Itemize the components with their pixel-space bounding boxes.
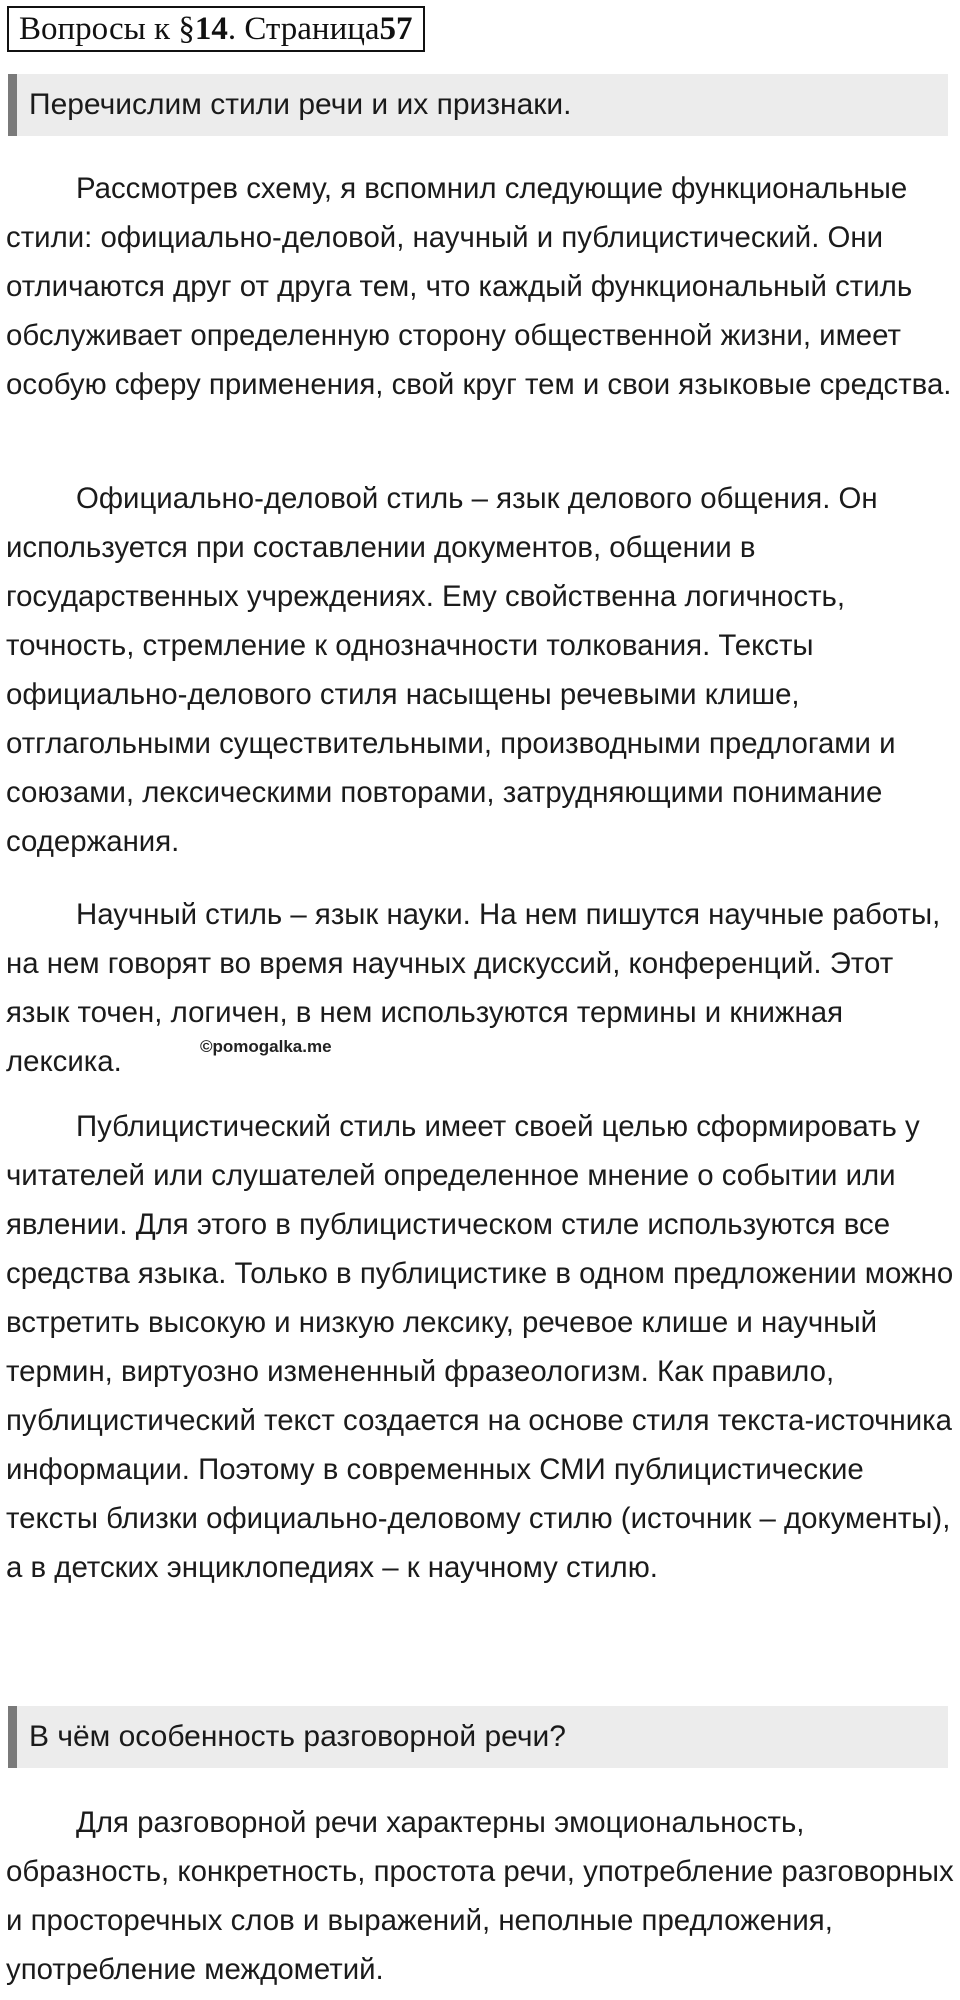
watermark: ©pomogalka.me [200, 1037, 332, 1056]
title-prefix: Вопросы к § [19, 10, 195, 47]
question-heading-1 [8, 74, 948, 136]
question-text: В чём особенность разговорной речи? [29, 1720, 566, 1753]
answer-paragraph-3: Научный стиль – язык науки. На нем пишутся научные работы, на нем говорят во время научных дискуссий, конференций. Этот язык точен, логичен, в нем используются термины и книжная лексика. [6, 898, 941, 1078]
answer-paragraph-4: Публицистический стиль имеет своей целью сформировать у читателей или слушателей определенное мнение о событии или явлении. Для этого в публицистическом стиле используются все средства языка. Только в публицистике в одном предложении можно встретить высокую и низкую лексику, речевое клише и научный термин, виртуозно измененный фразеологизм. Как правило, публицистический текст создается на основе стиля текста-источника информации. Поэтому в современных СМИ публицистические тексты близки официально-деловому стилю (источник – документы), а в детских энциклопедиях – к научному стилю. [6, 1110, 954, 1584]
answer-paragraph-2: Официально-деловой стиль – язык делового общения. Он используется при составлении документов, общении в государственных учреждениях. Ему свойственна логичность, точность, стремление к однозначности толкования. Тексты официально-делового стиля насыщены речевыми клише, отглагольными существительными, производными предлогами и союзами, лексическими повторами, затрудняющими понимание содержания. [6, 482, 896, 858]
section-number: 14 [194, 10, 228, 47]
page-number: 57 [379, 10, 413, 47]
answer-paragraph-1: Рассмотрев схему, я вспомнил следующие функциональные стили: официально-деловой, научный и публицистический. Они отличаются друг от друга тем, что каждый функциональный стиль обслуживает определенную сторону общественной жизни, имеет особую сферу применения, свой круг тем и свои языковые средства. [6, 172, 952, 401]
question-text: Перечислим стили речи и их признаки. [29, 88, 572, 121]
answer-paragraph-5: Для разговорной речи характерны эмоциональность, образность, конкретность, простота речи, употребление разговорных и просторечных слов и выражений, неполные предложения, употребление междометий. [6, 1806, 954, 1986]
title-middle: . Страница [227, 10, 380, 47]
question-heading-2 [8, 1706, 948, 1768]
page-title [7, 6, 425, 52]
